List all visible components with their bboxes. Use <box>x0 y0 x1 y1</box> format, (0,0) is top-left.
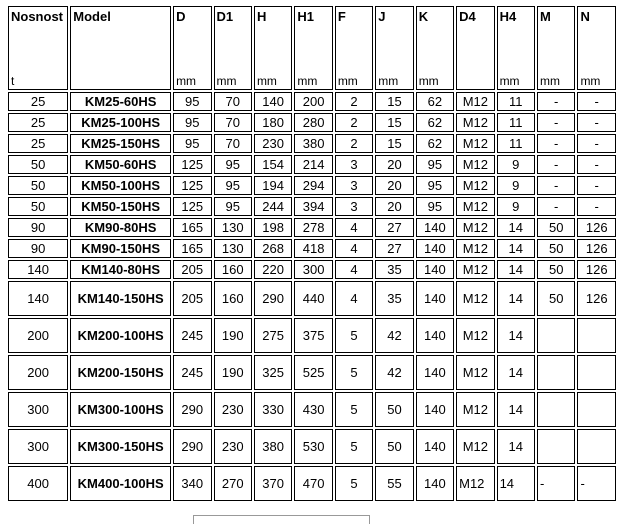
table-cell: - <box>537 197 575 216</box>
table-cell: 14 <box>497 318 535 353</box>
table-cell <box>537 355 575 390</box>
table-cell: 25 <box>8 134 68 153</box>
table-cell: - <box>537 134 575 153</box>
table-cell: 14 <box>497 466 535 501</box>
table-cell: 50 <box>8 155 68 174</box>
table-cell: 165 <box>173 218 211 237</box>
model-cell: KM300-100HS <box>70 392 171 427</box>
table-row <box>8 176 616 195</box>
table-cell: 125 <box>173 176 211 195</box>
table-cell: 244 <box>254 197 292 216</box>
column-header-unit: mm <box>540 74 560 88</box>
model-cell: KM50-100HS <box>70 176 171 195</box>
table-row <box>8 239 616 258</box>
table-cell: 95 <box>173 92 211 111</box>
table-cell: 160 <box>214 281 252 316</box>
column-header <box>335 6 373 90</box>
table-cell: 430 <box>294 392 332 427</box>
table-cell: 9 <box>497 176 535 195</box>
table-cell: 294 <box>294 176 332 195</box>
table-cell: - <box>577 92 616 111</box>
table-row <box>8 466 616 501</box>
table-cell <box>537 392 575 427</box>
model-cell: KM140-80HS <box>70 260 171 279</box>
table-cell: M12 <box>456 239 494 258</box>
table-cell: 140 <box>416 260 454 279</box>
table-cell: 230 <box>254 134 292 153</box>
table-cell: 380 <box>294 134 332 153</box>
table-cell: 440 <box>294 281 332 316</box>
table-cell: 126 <box>577 239 616 258</box>
column-header-unit: mm <box>418 74 439 88</box>
column-header <box>214 6 252 90</box>
table-cell: 14 <box>497 218 535 237</box>
table-cell: 50 <box>537 218 575 237</box>
table-cell: 5 <box>335 318 373 353</box>
table-cell: - <box>577 134 616 153</box>
table-cell: 400 <box>8 466 68 501</box>
table-cell: 9 <box>497 197 535 216</box>
table-cell <box>577 392 616 427</box>
table-cell: 200 <box>8 318 68 353</box>
table-row <box>8 281 616 316</box>
table-cell: 245 <box>173 355 211 390</box>
table-cell <box>577 318 616 353</box>
table-cell: 270 <box>214 466 252 501</box>
table-cell: 5 <box>335 429 373 464</box>
table-cell: 300 <box>294 260 332 279</box>
table-cell: 35 <box>375 281 413 316</box>
table-cell: 62 <box>416 134 454 153</box>
model-cell: KM50-150HS <box>70 197 171 216</box>
model-cell: KM140-150HS <box>70 281 171 316</box>
table-cell: 95 <box>214 155 252 174</box>
column-header-name: D1 <box>216 9 234 24</box>
table-cell: M12 <box>456 113 494 132</box>
table-cell: 300 <box>8 392 68 427</box>
table-cell: 50 <box>537 239 575 258</box>
table-cell: 90 <box>8 218 68 237</box>
column-header-unit: mm <box>499 74 520 88</box>
column-header-name: F <box>337 9 346 24</box>
table-cell: 2 <box>335 113 373 132</box>
table-cell: 62 <box>416 113 454 132</box>
table-cell: 525 <box>294 355 332 390</box>
table-cell: M12 <box>456 355 494 390</box>
column-header-name: Nosnost <box>11 9 63 24</box>
table-row <box>8 392 616 427</box>
table-cell: 180 <box>254 113 292 132</box>
table-cell: M12 <box>456 155 494 174</box>
model-cell: KM200-150HS <box>70 355 171 390</box>
column-header-unit: mm <box>580 74 601 88</box>
table-cell: M12 <box>456 92 494 111</box>
table-row <box>8 429 616 464</box>
column-header-unit: t <box>11 74 15 88</box>
model-cell: KM200-100HS <box>70 318 171 353</box>
table-cell: 4 <box>335 218 373 237</box>
table-cell: 4 <box>335 281 373 316</box>
table-cell: 35 <box>375 260 413 279</box>
table-cell: 245 <box>173 318 211 353</box>
table-cell: 140 <box>416 355 454 390</box>
table-cell: 198 <box>254 218 292 237</box>
table-cell: 14 <box>497 281 535 316</box>
table-cell: 394 <box>294 197 332 216</box>
table-cell: M12 <box>456 466 494 501</box>
table-cell: 2 <box>335 92 373 111</box>
table-cell: 42 <box>375 355 413 390</box>
column-header-name: H <box>256 9 267 24</box>
table-cell: 2 <box>335 134 373 153</box>
table-cell: 95 <box>173 113 211 132</box>
table-cell: M12 <box>456 134 494 153</box>
table-cell: 27 <box>375 218 413 237</box>
column-header-name: J <box>378 9 386 24</box>
table-cell: 95 <box>214 176 252 195</box>
table-cell: 278 <box>294 218 332 237</box>
table-cell: 25 <box>8 92 68 111</box>
table-body <box>8 92 616 501</box>
table-cell: 140 <box>416 429 454 464</box>
table-cell: 5 <box>335 355 373 390</box>
table-cell: 160 <box>214 260 252 279</box>
column-header-unit: mm <box>297 74 318 88</box>
column-header <box>577 6 616 90</box>
column-header-name: H4 <box>499 9 517 24</box>
table-row <box>8 260 616 279</box>
column-header-unit: mm <box>378 74 399 88</box>
table-cell: - <box>577 197 616 216</box>
column-header <box>294 6 332 90</box>
column-header-unit: mm <box>216 74 237 88</box>
table-cell: - <box>577 113 616 132</box>
table-cell: 11 <box>497 134 535 153</box>
table-cell: - <box>577 176 616 195</box>
table-cell: M12 <box>456 176 494 195</box>
column-header <box>497 6 535 90</box>
table-cell: 95 <box>416 176 454 195</box>
column-header-name: N <box>580 9 590 24</box>
table-cell: 126 <box>577 260 616 279</box>
table-cell: 140 <box>416 318 454 353</box>
table-cell: 165 <box>173 239 211 258</box>
table-cell: 140 <box>8 281 68 316</box>
table-cell: - <box>537 155 575 174</box>
table-cell: 140 <box>416 392 454 427</box>
table-cell: M12 <box>456 197 494 216</box>
table-cell: - <box>577 155 616 174</box>
column-header-name: H1 <box>297 9 314 24</box>
table-cell: 126 <box>577 218 616 237</box>
table-cell: 300 <box>8 429 68 464</box>
model-cell: KM25-100HS <box>70 113 171 132</box>
table-cell: 268 <box>254 239 292 258</box>
table-cell: 214 <box>294 155 332 174</box>
column-header <box>254 6 292 90</box>
table-cell: 140 <box>416 281 454 316</box>
table-row <box>8 92 616 111</box>
table-cell: 14 <box>497 429 535 464</box>
table-cell: 20 <box>375 176 413 195</box>
table-cell: 55 <box>375 466 413 501</box>
column-header-unit: mm <box>176 74 197 88</box>
table-cell: 50 <box>537 260 575 279</box>
table-cell: 205 <box>173 281 211 316</box>
column-header-unit: mm <box>337 74 358 88</box>
table-cell: - <box>537 466 575 501</box>
model-cell: KM50-60HS <box>70 155 171 174</box>
table-cell: 290 <box>173 392 211 427</box>
table-cell: 340 <box>173 466 211 501</box>
table-cell: 125 <box>173 155 211 174</box>
table-cell: 11 <box>497 92 535 111</box>
table-cell <box>537 318 575 353</box>
model-cell: KM90-150HS <box>70 239 171 258</box>
table-cell: 290 <box>254 281 292 316</box>
model-cell: KM25-60HS <box>70 92 171 111</box>
table-cell: 50 <box>537 281 575 316</box>
table-row <box>8 134 616 153</box>
table-row <box>8 318 616 353</box>
table-cell: 50 <box>375 392 413 427</box>
table-cell: - <box>577 466 616 501</box>
table-cell: 418 <box>294 239 332 258</box>
table-cell: 20 <box>375 197 413 216</box>
column-header <box>70 6 171 90</box>
model-cell: KM300-150HS <box>70 429 171 464</box>
table-cell: 9 <box>497 155 535 174</box>
table-cell: 42 <box>375 318 413 353</box>
table-cell: 20 <box>375 155 413 174</box>
table-cell: 70 <box>214 134 252 153</box>
table-cell: M12 <box>456 281 494 316</box>
table-cell: M12 <box>456 429 494 464</box>
model-cell: KM400-100HS <box>70 466 171 501</box>
table-cell: 130 <box>214 218 252 237</box>
table-cell: 4 <box>335 260 373 279</box>
table-cell: 380 <box>254 429 292 464</box>
table-cell: 3 <box>335 197 373 216</box>
spec-table <box>6 4 618 503</box>
table-cell: 11 <box>497 113 535 132</box>
table-cell: 25 <box>8 113 68 132</box>
table-cell: 95 <box>214 197 252 216</box>
column-header-name: Model <box>73 9 111 24</box>
table-cell: 290 <box>173 429 211 464</box>
table-cell: 3 <box>335 176 373 195</box>
header-row <box>8 6 616 90</box>
table-cell: 50 <box>375 429 413 464</box>
table-cell: 205 <box>173 260 211 279</box>
table-cell: 126 <box>577 281 616 316</box>
table-cell: M12 <box>456 218 494 237</box>
table-row <box>8 218 616 237</box>
table-cell: 90 <box>8 239 68 258</box>
model-cell: KM25-150HS <box>70 134 171 153</box>
table-cell: 200 <box>8 355 68 390</box>
column-header <box>8 6 68 90</box>
table-cell: 15 <box>375 113 413 132</box>
table-cell: 50 <box>8 197 68 216</box>
table-cell: 470 <box>294 466 332 501</box>
table-cell: 14 <box>497 355 535 390</box>
table-cell: 15 <box>375 92 413 111</box>
column-header <box>456 6 494 90</box>
table-cell: 230 <box>214 429 252 464</box>
table-cell: 280 <box>294 113 332 132</box>
table-cell: 220 <box>254 260 292 279</box>
table-cell: 190 <box>214 355 252 390</box>
column-header-name: D <box>176 9 186 24</box>
table-cell: M12 <box>456 260 494 279</box>
table-cell: 70 <box>214 92 252 111</box>
column-header <box>537 6 575 90</box>
table-cell: 275 <box>254 318 292 353</box>
table-cell: 194 <box>254 176 292 195</box>
table-cell: 5 <box>335 392 373 427</box>
column-header-name: M <box>540 9 551 24</box>
table-cell: 14 <box>497 239 535 258</box>
table-cell: 62 <box>416 92 454 111</box>
table-cell: 14 <box>497 260 535 279</box>
table-cell: 330 <box>254 392 292 427</box>
table-cell: 4 <box>335 239 373 258</box>
table-cell: - <box>537 176 575 195</box>
table-cell: 140 <box>8 260 68 279</box>
table-cell: 200 <box>294 92 332 111</box>
table-row <box>8 155 616 174</box>
table-cell: 15 <box>375 134 413 153</box>
table-cell: 325 <box>254 355 292 390</box>
table-cell: 125 <box>173 197 211 216</box>
table-cell: 140 <box>416 239 454 258</box>
model-cell: KM90-80HS <box>70 218 171 237</box>
table-cell: 140 <box>416 466 454 501</box>
table-cell: M12 <box>456 392 494 427</box>
table-cell: 370 <box>254 466 292 501</box>
table-cell: 70 <box>214 113 252 132</box>
table-cell: 530 <box>294 429 332 464</box>
table-cell: 140 <box>416 218 454 237</box>
table-cell <box>577 355 616 390</box>
column-header <box>375 6 413 90</box>
table-cell: - <box>537 92 575 111</box>
table-cell: 140 <box>254 92 292 111</box>
table-cell: - <box>537 113 575 132</box>
table-cell: 95 <box>173 134 211 153</box>
table-cell <box>577 429 616 464</box>
table-cell <box>537 429 575 464</box>
table-cell: 27 <box>375 239 413 258</box>
table-cell: 130 <box>214 239 252 258</box>
table-cell: 3 <box>335 155 373 174</box>
table-cell: 5 <box>335 466 373 501</box>
table-row <box>8 113 616 132</box>
table-row <box>8 197 616 216</box>
table-cell: 190 <box>214 318 252 353</box>
column-header <box>173 6 211 90</box>
column-header <box>416 6 454 90</box>
table-cell: 95 <box>416 197 454 216</box>
table-cell: 14 <box>497 392 535 427</box>
table-cell: 154 <box>254 155 292 174</box>
table-cell: 230 <box>214 392 252 427</box>
table-row <box>8 355 616 390</box>
table-cell: 375 <box>294 318 332 353</box>
table-cell: 95 <box>416 155 454 174</box>
table-cell: 50 <box>8 176 68 195</box>
column-header-name: K <box>418 9 429 24</box>
table-cell: M12 <box>456 318 494 353</box>
column-header-name: D4 <box>459 9 476 24</box>
column-header-unit: mm <box>256 74 277 88</box>
